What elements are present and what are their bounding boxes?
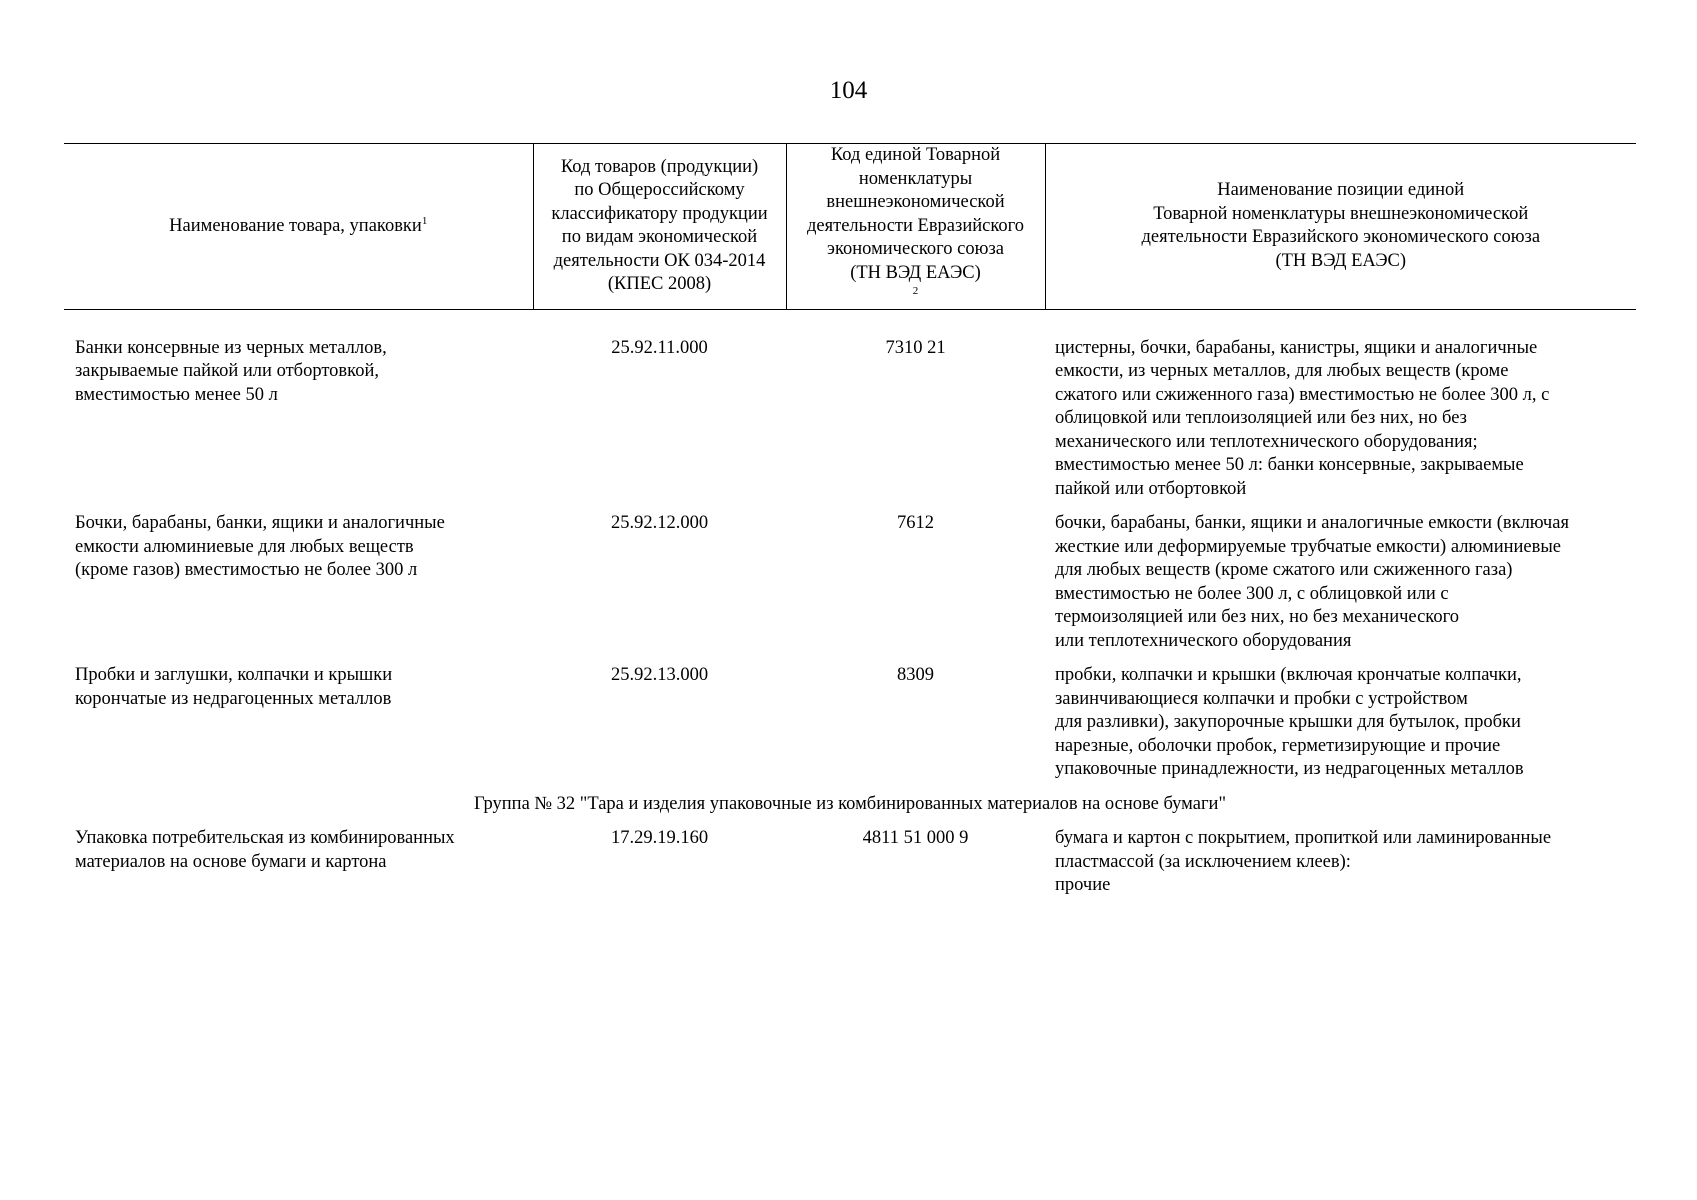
header-line: Код единой Товарной <box>830 145 1001 165</box>
cell-tnved-name <box>1045 501 1636 653</box>
cell-line: или теплотехнического оборудования <box>1055 630 1352 651</box>
table-row <box>64 501 1636 653</box>
cell-tnved-code: 4811 51 000 9 <box>862 828 969 848</box>
cell-line: прочие <box>1055 875 1111 895</box>
cell-okpd-code: 25.92.11.000 <box>611 337 708 358</box>
cell-line: Упаковка потребительская из комбинированных <box>75 828 455 848</box>
cell-line: Пробки и заглушки, колпачки и крышки <box>75 665 393 685</box>
cell-line: вместимостью менее 50 л <box>75 384 278 405</box>
group-header-row <box>64 782 1636 817</box>
header-line: деятельности ОК 034-2014 <box>553 250 766 271</box>
header-line: номенклатуры <box>858 168 973 189</box>
header-line-with-footnote <box>793 262 1039 309</box>
cell-goods-name <box>64 309 533 501</box>
cell-goods-name <box>64 816 533 898</box>
header-line: Код товаров (продукции) <box>560 156 759 177</box>
header-okpd-code <box>533 144 786 310</box>
cell-tnved-name <box>1045 653 1636 782</box>
table-row <box>64 653 1636 782</box>
goods-table <box>64 143 1636 898</box>
header-line: деятельности Евразийского <box>806 215 1025 236</box>
cell-okpd-code: 25.92.13.000 <box>610 665 709 685</box>
cell-line: емкости алюминиевые для любых веществ <box>75 536 414 557</box>
table-row <box>64 309 1636 501</box>
header-line: классификатору продукции <box>551 203 768 224</box>
cell-line: цистерны, бочки, барабаны, канистры, ящики и аналогичные <box>1055 337 1538 358</box>
cell-line: Бочки, барабаны, банки, ящики и аналогичные <box>75 513 445 533</box>
cell-line: бумага и картон с покрытием, пропиткой или ламинированные <box>1055 828 1552 848</box>
header-line: по видам экономической <box>561 227 758 248</box>
cell-line: термоизоляцией или без них, но без механического <box>1055 607 1459 627</box>
header-line: (КПЕС 2008) <box>607 274 712 295</box>
cell-okpd-code: 17.29.19.160 <box>610 828 709 848</box>
header-line: внешнеэкономической <box>826 192 1005 212</box>
cell-line: для любых веществ (кроме сжатого или сжиженного газа) <box>1055 560 1513 580</box>
cell-line: вместимостью менее 50 л: банки консервные, закрываемые <box>1055 455 1524 475</box>
table-row <box>64 816 1636 898</box>
cell-line: пластмассой (за исключением клеев): <box>1055 851 1351 872</box>
cell-line: жесткие или деформируемые трубчатые емкости) алюминиевые <box>1055 536 1562 557</box>
cell-line: материалов на основе бумаги и картона <box>75 851 387 872</box>
cell-okpd-code: 25.92.12.000 <box>610 513 709 533</box>
cell-line: завинчивающиеся колпачки и пробки с устройством <box>1055 688 1468 709</box>
cell-tnved-name <box>1045 816 1636 898</box>
header-line-text: (ТН ВЭД ЕАЭС) <box>850 262 981 283</box>
cell-line: корончатые из недрагоценных металлов <box>75 688 392 709</box>
table-header <box>64 144 1636 310</box>
cell-line: бочки, барабаны, банки, ящики и аналогичные емкости (включая <box>1055 513 1569 533</box>
cell-line: Банки консервные из черных металлов, <box>75 337 387 358</box>
header-line: (ТН ВЭД ЕАЭС) <box>1275 250 1407 271</box>
cell-tnved-code: 7612 <box>897 513 934 533</box>
header-line: деятельности Евразийского экономического союза <box>1141 227 1541 248</box>
page-number: 104 <box>829 77 868 104</box>
cell-tnved-code: 7310 21 <box>885 337 946 358</box>
cell-line: пробки, колпачки и крышки (включая крончатые колпачки, <box>1055 665 1522 685</box>
header-line: по Общероссийскому <box>574 180 745 201</box>
header-goods-name <box>64 144 533 310</box>
cell-line: вместимостью не более 300 л, с облицовкой или с <box>1055 583 1449 604</box>
cell-line: (кроме газов) вместимостью не более 300 л <box>75 560 418 580</box>
cell-line: нарезные, оболочки пробок, герметизирующие и прочие <box>1055 735 1501 756</box>
header-tnved-code <box>786 144 1045 310</box>
footnote-mark-1: 1 <box>421 214 428 227</box>
header-line: Наименование позиции единой <box>1217 180 1465 201</box>
group-title: Группа № 32 "Тара и изделия упаковочные из комбинированных материалов на основе бумаги" <box>473 793 1226 814</box>
cell-line: сжатого или сжиженного газа) вместимостью не более 300 л, с <box>1055 384 1550 405</box>
header-tnved-name <box>1045 144 1636 310</box>
header-goods-name-text: Наименование товара, упаковки <box>169 215 422 236</box>
cell-tnved-code: 8309 <box>897 665 934 685</box>
header-line: Товарной номенклатуры внешнеэкономической <box>1153 203 1529 224</box>
header-line: экономического союза <box>827 239 1004 259</box>
cell-goods-name <box>64 653 533 782</box>
cell-line: для разливки), закупорочные крышки для бутылок, пробки <box>1055 712 1521 732</box>
cell-line: емкости, из черных металлов, для любых веществ (кроме <box>1055 361 1509 381</box>
cell-line: облицовкой или теплоизоляцией или без них, но без <box>1055 408 1467 428</box>
cell-line: упаковочные принадлежности, из недрагоценных металлов <box>1055 759 1524 779</box>
cell-goods-name <box>64 501 533 653</box>
cell-tnved-name <box>1045 309 1636 501</box>
table-body <box>64 309 1636 898</box>
cell-line: пайкой или отбортовкой <box>1055 478 1247 499</box>
cell-line: механического или теплотехнического оборудования; <box>1055 431 1478 452</box>
cell-line: закрываемые пайкой или отбортовкой, <box>75 361 379 381</box>
footnote-mark-2: 2 <box>912 284 919 297</box>
